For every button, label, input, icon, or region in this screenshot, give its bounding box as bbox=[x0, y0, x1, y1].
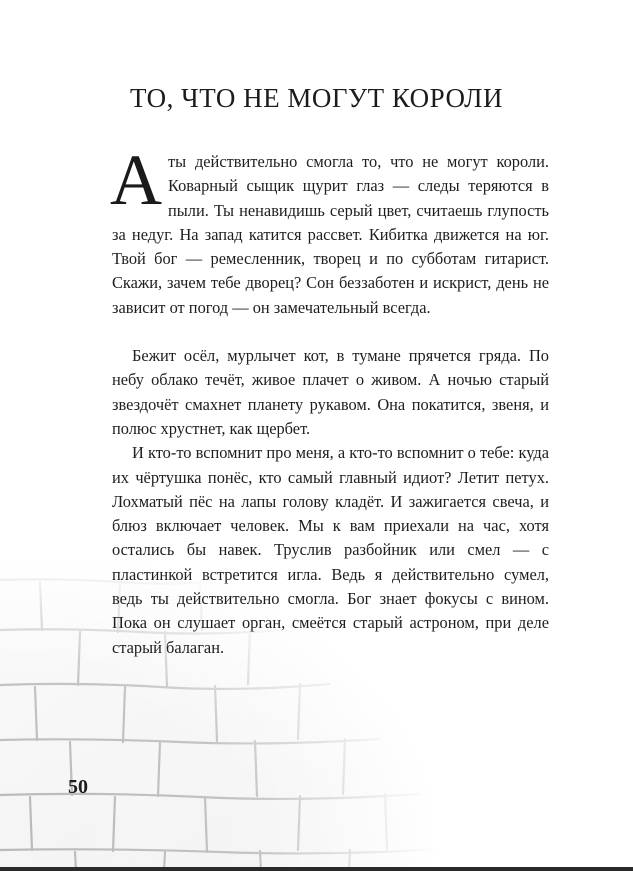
bottom-edge-rule bbox=[0, 867, 633, 871]
chapter-title: ТО, ЧТО НЕ МОГУТ КОРОЛИ bbox=[130, 83, 503, 113]
paragraph-3: И кто-то вспомнит про меня, а кто-то вспомнит о тебе: куда их чёртушка понёс, кто самый главный идиот? Летит петух. Лохматый пёс на лапы голову кладёт. И зажигается свеча, и блюз включает человек. Мы к вам приехали на час, хотя остались бы навек. Труслив разбойник или смел — с пластинкой встретится игла. Ведь я действительно сумел, ведь ты действительно смогла. Бог знает фокусы с вином. Пока он слушает орган, смеётся старый астроном, при деле старый балаган. bbox=[112, 443, 549, 657]
paragraph-1 bbox=[110, 140, 549, 320]
paragraph-1-text: ты действительно смогла то, что не могут короли. Коварный сыщик щурит глаз — следы теряются в пыли. Ты ненавидишь серый цвет, считаешь глупость за недуг. На запад катится рассвет. Кибитка движется на юг. Твой бог — ремесленник, творец и по субботам гитарист. Скажи, зачем тебе дворец? Сон беззаботен и искрист, день не зависит от погод — он замечательный всегда. bbox=[112, 152, 549, 317]
drop-cap: А bbox=[110, 140, 162, 220]
chapter-body bbox=[110, 140, 549, 660]
paragraph-2: Бежит осёл, мурлычет кот, в тумане прячется гряда. По небу облако течёт, живое плачет о живом. А ночью старый звездочёт смахнет планету рукавом. Она покатится, звеня, и полюс хрустнет, как щербет. bbox=[112, 346, 549, 438]
page-number: 50 bbox=[68, 776, 88, 798]
